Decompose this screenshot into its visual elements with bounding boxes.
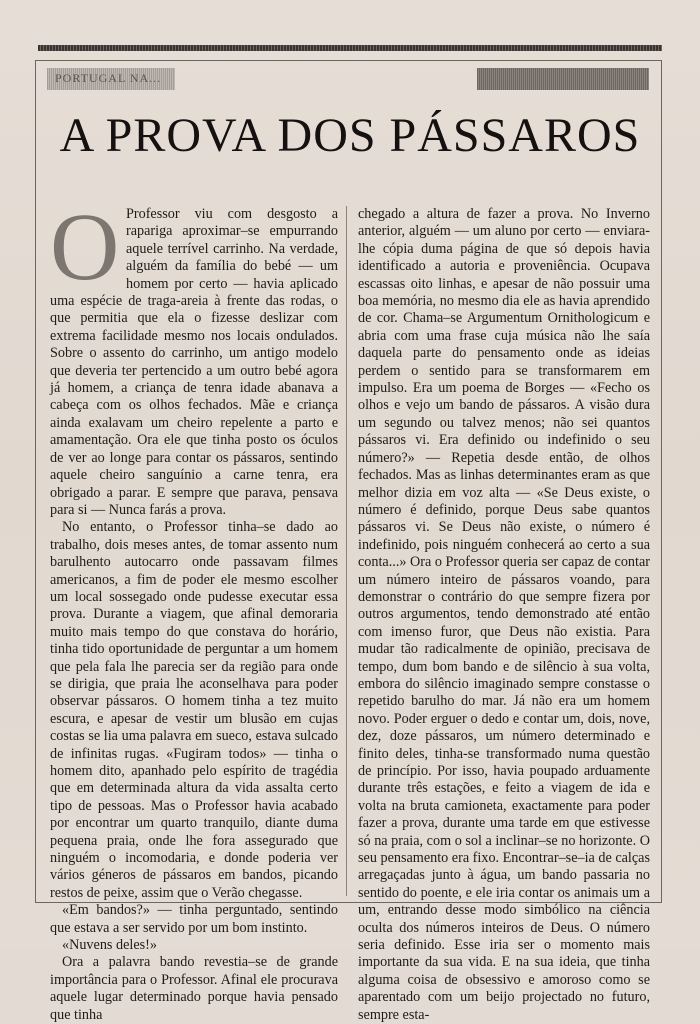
right-column	[358, 206, 650, 1024]
column-divider	[346, 206, 347, 896]
article-title: A PROVA DOS PÁSSAROS	[59, 109, 641, 162]
left-column	[50, 193, 338, 1024]
paragraph-1: O Professor viu com desgosto a rapariga aproximar–se empurrando aquele terrível carrinho. Na verdade, alguém da família do bebé — um homem por certo — havia aplicado uma espécie de traga-areia à frente das rodas, o que permitia que ela o fizesse deslizar com extrema facilidade mesmo nos locais ondulados. Sobre o assento do carrinho, um antigo modelo que deveria ter pertencido a um outro bebé agora já homem, a criança de tenra idade abanava a cabeça com os olhos fechados. Mãe e criança ainda exalavam um cheiro repelente a parto e amamentação. Ora ele que tinha posto os óculos de ver ao longe para contar os pássaros, sentindo aquele cheiro sanguínio a carne tenra, era obrigado a parar. E sempre que parava, pensava para si — Nunca farás a prova.	[50, 193, 338, 518]
paragraph-6: chegado a altura de fazer a prova. No Inverno anterior, alguém — um aluno por certo — enviara-lhe cópia duma página de que só depois havia identificado a autoria e proveniência. Ocupava escassas oito linhas, e apesar de não possuir uma boa memória, no mesmo dia ele as havia aprendido de cor. Chama–se Argumentum Ornithologicum e abria com uma frase cuja música não lhe saía daquela parte do pensamento onde as ideias perdem o sentido para se transformarem em impulso. Era um poema de Borges — «Fecho os olhos e vejo um bando de pássaros. A visão dura um segundo ou talvez menos; não sei quantos pássaros vi. Era definido ou indefinido o seu número?» — Repetia desde então, de olhos fechados. Mas as linhas determinantes eram as que melhor dizia em voz alta — «Se Deus existe, o número é definido, porque Deus sabe quantos pássaros vi. Se Deus não existe, o número é indefinido, pois ninguém conhecerá ao certo a sua conta...» Ora o Professor queria ser capaz de contar um número inteiro de pássaros voando, para demonstrar o contrário do que sempre fizera por outros argumentos, tendo demonstrado até então com imenso furor, que Deus não existia. Para mudar tão radicalmente de opinião, precisava de tempo, dum bom bando e de silêncio à sua volta, embora do silêncio imaginado sempre constasse o repetido barulho do mar. Já não era um homem novo. Poder erguer o dedo e contar um, dois, nove, dez, doze pássaros, um número determinado e finito deles, tinha-se transformado numa questão de princípio. Por isso, havia poupado arduamente durante três estações, e feito a viagem de ida e volta na bruta camioneta, exactamente para poder fazer a prova, durante uma tarde em que estivesse só na praia, com o sol a inclinar–se no horizonte. O seu pensamento era fixo. Encontrar–se–ia de calças arregaçadas junto à água, um bando passaria no sentido do poente, e ele iria contar os animais um a um, entrando desse modo simbólico na ciência oculta dos números inteiros de Deus. O número seria definido. Esse iria ser o momento mais importante da sua vida. E na sua ideia, que tinha alguma coisa de obsessivo e amoroso como se aparentado com um beijo projectado no futuro, sempre esta-	[358, 206, 650, 1023]
section-label: PORTUGAL NA...	[55, 71, 162, 85]
section-header-right	[477, 68, 649, 90]
paragraph-3: «Em bandos?» — tinha perguntado, sentindo que estava a ser servido por um bom instinto.	[50, 902, 338, 936]
paragraph-5: Ora a palavra bando revestia–se de grande importância para o Professor. Afinal ele procurava aquele lugar determinado porque havia pensado que tinha	[50, 954, 338, 1023]
top-rule	[38, 45, 662, 51]
paragraph-2: No entanto, o Professor tinha–se dado ao trabalho, dois meses antes, de tomar assento num barulhento autocarro onde passavam filmes americanos, a fim de poder ele mesmo escolher um local sossegado onde pudesse executar essa prova. Durante a viagem, que afinal demoraria muito mais tempo do que constava do horário, tinha tido oportunidade de perguntar a um homem que pela fala lhe parecia ser da região para onde se dirigia, que praia lhe aconselhava para poder observar pássaros. O homem tinha a tez muito escura, e apesar de vestir um blusão em cujas costas se lia uma palavra em sueco, estava sulcado de infinitas rugas. «Fugiram todos» — tinha o homem dito, apanhado pelo espírito de tragédia que em determinada altura da vida assalta certo tipo de pessoas. Mas o Professor havia acabado por encontrar um quarto tranquilo, diante duma pequena praia, onde lhe fora assegurado que ninguém o incomodaria, e donde poderia ver vários géneros de pássaros em bandos, picando restos de peixe, assim que o Verão chegasse.	[50, 519, 338, 901]
drop-cap: O	[50, 193, 120, 300]
paragraph-4: «Nuvens deles!»	[62, 937, 157, 954]
